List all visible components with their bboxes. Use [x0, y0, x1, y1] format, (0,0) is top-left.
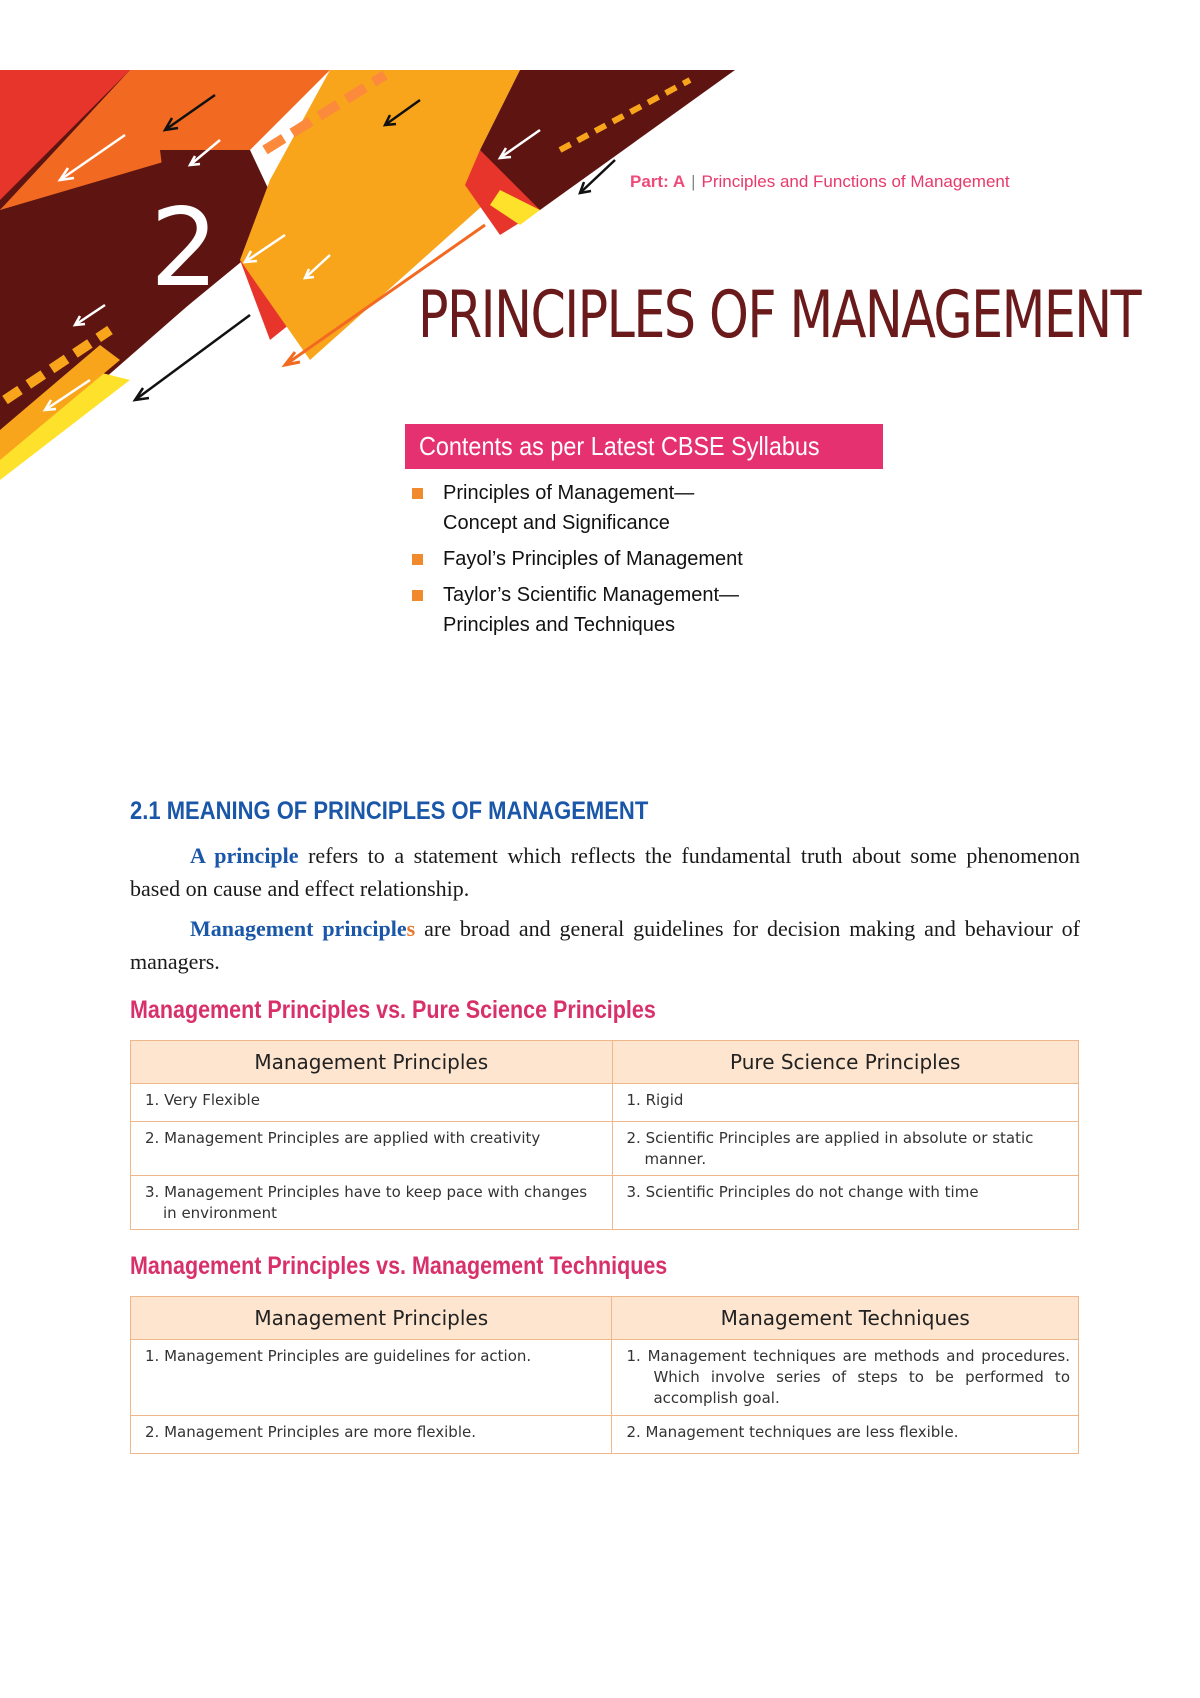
table-cell: 2. Management Principles are more flexible. — [131, 1416, 612, 1454]
definition-paragraph — [130, 912, 1080, 978]
square-bullet-icon — [412, 488, 423, 499]
table-cell: 1. Very Flexible — [131, 1084, 613, 1122]
table-header-row — [131, 1297, 1079, 1340]
contents-item — [410, 478, 830, 538]
chapter-title: PRINCIPLES OF MANAGEMENT — [418, 278, 1141, 353]
table-cell: 1. Management Principles are guidelines for action. — [131, 1340, 612, 1416]
table2-heading: Management Principles vs. Management Techniques — [130, 1252, 668, 1280]
table-column-header: Management Techniques — [612, 1297, 1079, 1340]
square-bullet-icon — [412, 590, 423, 601]
term-principle: A principle — [190, 843, 299, 868]
part-label-separator: | — [691, 172, 696, 191]
table-row — [131, 1176, 1079, 1230]
contents-heading-box — [405, 424, 883, 469]
table1-heading: Management Principles vs. Pure Science Principles — [130, 996, 656, 1024]
contents-item-line: Taylor’s Scientific Management— — [443, 584, 740, 606]
table-column-header: Management Principles — [131, 1041, 613, 1084]
table-cell: 1. Management techniques are methods and procedures. Which involve series of steps to be performed to accomplish goal. — [612, 1340, 1079, 1416]
table-row — [131, 1084, 1079, 1122]
table-header-row — [131, 1041, 1079, 1084]
contents-heading: Contents as per Latest CBSE Syllabus — [419, 431, 820, 461]
term-suffix: s — [406, 916, 416, 941]
comparison-table-techniques — [130, 1296, 1079, 1454]
section-heading: 2.1 MEANING OF PRINCIPLES OF MANAGEMENT — [130, 797, 649, 825]
part-label-prefix: Part: A — [630, 172, 686, 191]
part-label-title: Principles and Functions of Management — [701, 172, 1010, 191]
table-column-header: Pure Science Principles — [612, 1041, 1079, 1084]
comparison-table-science — [130, 1040, 1079, 1230]
table-cell: 3. Scientific Principles do not change with time — [612, 1176, 1079, 1230]
square-bullet-icon — [412, 554, 423, 565]
table-cell: 1. Rigid — [612, 1084, 1079, 1122]
definition-paragraph — [130, 839, 1080, 905]
paragraph-text: refers to a statement which reflects the fundamental truth about some phenomenon based on cause and effect relationship. — [130, 843, 1080, 901]
table-cell: 2. Management techniques are less flexible. — [612, 1416, 1079, 1454]
contents-item — [410, 580, 830, 640]
contents-item-line: Concept and Significance — [443, 512, 670, 534]
term-management-principle: Management principle — [190, 916, 407, 941]
contents-item-line: Principles of Management— — [443, 482, 695, 504]
contents-item-line: Fayol’s Principles of Management — [443, 548, 743, 570]
table-row — [131, 1416, 1079, 1454]
part-label — [630, 172, 1010, 192]
contents-list — [410, 478, 830, 646]
table-cell: 2. Scientific Principles are applied in absolute or static manner. — [612, 1122, 1079, 1176]
table-column-header: Management Principles — [131, 1297, 612, 1340]
paragraph-text: are broad and general guidelines for decision making and behaviour of managers. — [130, 916, 1080, 974]
chapter-number: 2 — [150, 186, 219, 311]
table-cell: 3. Management Principles have to keep pace with changes in environment — [131, 1176, 613, 1230]
table-row — [131, 1340, 1079, 1416]
contents-item — [410, 544, 830, 574]
table-row — [131, 1122, 1079, 1176]
table-cell: 2. Management Principles are applied with creativity — [131, 1122, 613, 1176]
contents-item-line: Principles and Techniques — [443, 614, 676, 636]
